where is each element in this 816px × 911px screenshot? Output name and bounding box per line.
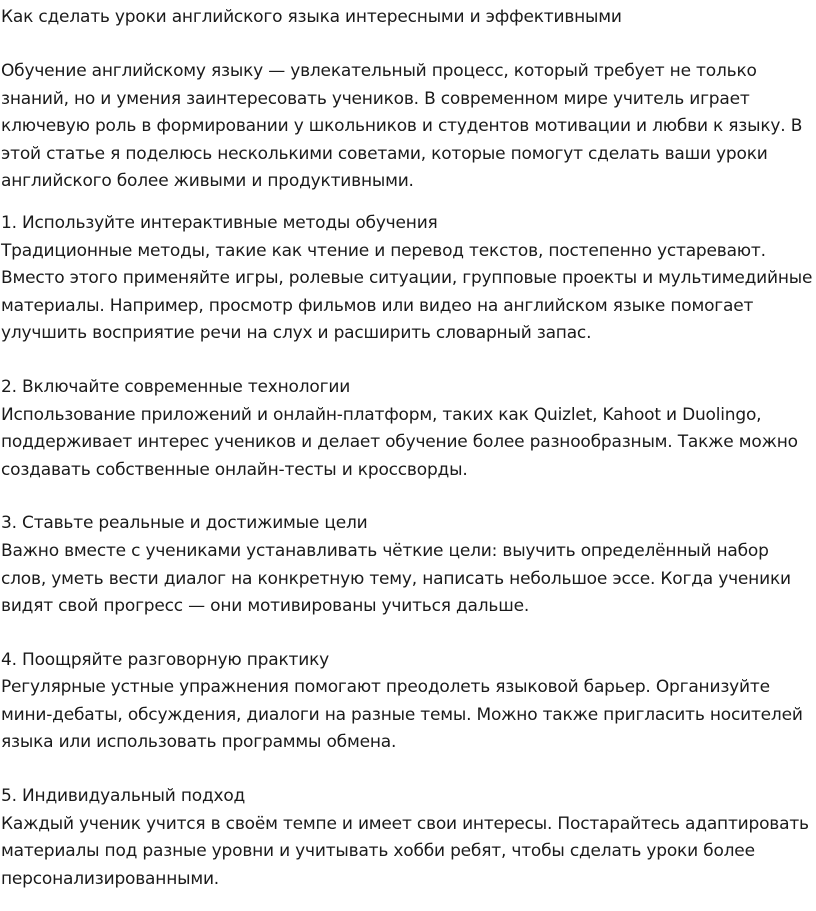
section-text: Использование приложений и онлайн-платформ, таких как Quizlet, Kahoot и Duolingo, поддерживает интерес учеников и делает обучение более разнообразным. Также можно создавать собственные онлайн-тесты и кроссворды.	[1, 404, 798, 480]
section-1	[1, 210, 816, 348]
document-title: Как сделать уроки английского языка интересными и эффективными	[1, 7, 622, 27]
section-text: Регулярные устные упражнения помогают преодолеть языковой барьер. Организуйте мини-дебаты, обсуждения, диалоги на разные темы. Можно также пригласить носителей языка или использовать программы обмена.	[1, 677, 803, 753]
section-heading: 4. Поощряйте разговорную практику	[1, 649, 330, 670]
section-text: Традиционные методы, такие как чтение и перевод текстов, постепенно устаревают. Вместо этого применяйте игры, ролевые ситуации, групповые проекты и мультимедийные материалы. Например, просмотр фильмов или видео на английском языке помогает улучшить восприятие речи на слух и расширить словарный запас.	[1, 240, 813, 344]
section-text: Важно вместе с учениками устанавливать чёткие цели: выучить определённый набор слов, уметь вести диалог на конкретную тему, написать небольшое эссе. Когда ученики видят свой прогресс — они мотивированы учиться дальше.	[1, 540, 791, 617]
section-heading: 5. Индивидуальный подход	[1, 786, 246, 807]
section-heading: 1. Используйте интерактивные методы обучения	[1, 212, 438, 233]
section-3	[1, 510, 816, 620]
section-heading: 3. Ставьте реальные и достижимые цели	[1, 513, 368, 534]
section-heading: 2. Включайте современные технологии	[1, 376, 351, 397]
section-text: Каждый ученик учится в своём темпе и имеет свои интересы. Постарайтесь адаптировать материалы под разные уровни и учитывать хобби ребят, чтобы сделать уроки более персонализированными.	[1, 813, 809, 889]
section-4	[1, 647, 816, 757]
section-2	[1, 374, 816, 484]
intro-paragraph: Обучение английскому языку — увлекательный процесс, который требует не только знаний, но и умения заинтересовать учеников. В современном мире учитель играет ключевую роль в формировании у школьников и студентов мотивации и любви к языку. В этой статье я поделюсь несколькими советами, которые помогут сделать ваши уроки английского более живыми и продуктивными.	[1, 61, 803, 192]
section-5	[1, 783, 816, 893]
